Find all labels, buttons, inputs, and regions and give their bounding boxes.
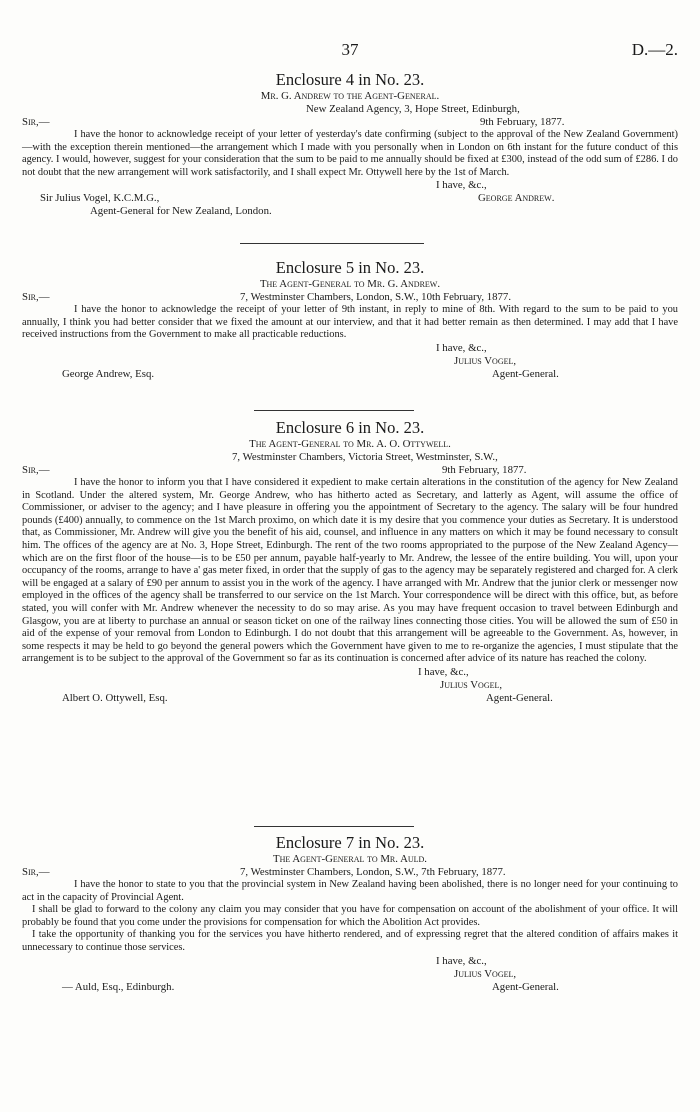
letter-body: I have the honor to acknowledge receipt of your letter of yesterday's date confirming (subject to the approval of the New Zealand Government)—with the exception therein mentioned—the arrangement which I made with you personally when in London on 6th instant for the future conduct of this agency. I would, however, suggest for your consideration that the sum to be paid to me annually should be fixed at £300, instead of the odd sum of £286. I do not doubt that the new arrangement will work satisfactorily, and I shall expect Mr. Ottywell here by the 1st of March. [22,129,678,178]
signature-line [22,968,678,981]
enclosure-6 [22,418,678,705]
address-line [22,103,678,116]
salutation-address-line [22,291,678,304]
salutation: Sir,— [22,116,50,128]
recipient: George Andrew, Esq. [62,367,155,380]
enclosure-subheading: Mr. G. Andrew to the Agent-General. [260,90,440,102]
signature-title: Agent-General. [492,980,559,993]
enclosure-subheading: The Agent-General to Mr. Auld. [272,853,428,865]
salutation: Sir,— [22,866,50,878]
signature-title: Agent-General. [492,367,559,380]
signature: George Andrew. [478,192,555,205]
signature-line [22,679,678,692]
recipient: Sir Julius Vogel, K.C.M.G., [40,192,160,205]
enclosure-heading: Enclosure 7 in No. 23. [275,833,425,852]
section-divider [254,410,414,411]
signature: Julius Vogel, [454,354,517,367]
closing-line [22,666,678,679]
letter-body-paragraph: I have the honor to state to you that the provincial system in New Zealand having been abolished, there is no longer need for your continuing to act in the capacity of Provincial Agent. [22,879,678,903]
signature-line [22,355,678,368]
recipient-signature-line [22,192,678,205]
letter-address: 7, Westminster Chambers, Victoria Street, Westminster, S.W., [232,451,498,463]
signature: Julius Vogel, [454,967,517,980]
closing: I have, &c., [436,341,487,354]
recipient: — Auld, Esq., Edinburgh. [62,980,175,993]
enclosure-heading: Enclosure 6 in No. 23. [275,418,425,437]
recipient-title: Agent-General for New Zealand, London. [90,205,272,218]
letter-body: I have the honor to inform you that I have considered it expedient to make certain alterations in the constitution of the agency for New Zealand in Scotland. Under the altered system, Mr. George Andrew, who has hitherto acted as Secretary, and latterly as Agent, will assume the office of Commissioner, or adviser to the agency; and I have pleasure in offering you the appointment of Secretary to the agency. The salary will be four hundred pounds (£400) annually, to commence on the 1st March proximo, on which date it is my desire that you commence your duties as Secretary. It is understood that, as Commissioner, Mr. Andrew will give you the benefit of his aid, counsel, and influence in any matters on which it may be found necessary to consult him. The offices of the agency are at No. 3, Hope Street, Edinburgh. The rent of the two rooms appropriated to the purpose of the New Zealand Agency—which are on the first floor of the house—is to be £50 per annum, payable half-yearly to Mr. Andrew, the lessee of the entire building. You will, upon your occupancy of the rooms, arrange to have a' gas meter fixed, in order that the supply of gas to the agency may be separately registered and charged for. A clerk will be engaged at a salary of £90 per annum to assist you in the work of the agency. I have arranged with Mr. Andrew that the junior clerk or messenger now employed in the offices of the agency shall be transferred to our service on the 1st March. Your correspondence will be direct with this office, but, as before stated, you will confer with Mr. Andrew whenever the necessity to do so may arise. As you may have frequent occasion to travel between Edinburgh and Glasgow, you are at liberty to purchase an annual or season ticket on one of the railway lines connecting those cities. You will be allowed the sum of £50 in aid of the expense of your removal from London to Edinburgh. I do not doubt that this arrangement will be agreeable to the Government. As, however, in some respects it may be held to go beyond the general powers which the Government have given to me to re-organize the agencies, I must stipulate that the arrangement is to be subject to the approval of the Government so far as its continuation is concerned after advice of its nature has reached the colony. [22,477,678,665]
signature-title: Agent-General. [486,691,553,704]
recipient-title-line [22,205,678,218]
letter-date: 9th February, 1877. [480,116,565,128]
section-divider [254,826,414,827]
address-line [22,451,678,464]
recipient-signature-title-line [22,981,678,994]
section-divider [240,243,424,244]
recipient-signature-title-line [22,368,678,381]
letter-address: New Zealand Agency, 3, Hope Street, Edinburgh, [306,103,520,115]
recipient-signature-title-line [22,692,678,705]
enclosure-subheading: The Agent-General to Mr. G. Andrew. [259,278,441,290]
enclosure-subheading: The Agent-General to Mr. A. O. Ottywell. [249,438,451,450]
closing-line [22,342,678,355]
salutation: Sir,— [22,464,50,476]
enclosure-5 [22,258,678,381]
recipient: Albert O. Ottywell, Esq. [62,691,168,704]
paper-reference: D.—2. [631,40,678,59]
closing: I have, &c., [418,665,469,678]
salutation-address-line [22,866,678,879]
closing-line [22,955,678,968]
salutation: Sir,— [22,291,50,303]
letter-address-date: 7, Westminster Chambers, London, S.W., 10th February, 1877. [240,291,512,303]
page-header [22,40,678,60]
letter-body-paragraph: I shall be glad to forward to the colony any claim you may consider that you have for compensation on account of the abolishment of your office. It will probably be found that you come under the provisions for compensation for which the Abolition Act provides. [22,904,678,928]
salutation-date-line [22,464,678,477]
enclosure-4 [22,70,678,218]
enclosure-heading: Enclosure 5 in No. 23. [275,258,425,277]
letter-address-date: 7, Westminster Chambers, London, S.W., 7th February, 1877. [240,866,506,878]
enclosure-heading: Enclosure 4 in No. 23. [275,70,425,89]
letter-body-paragraph: I take the opportunity of thanking you for the services you have hitherto rendered, and of expressing regret that the altered condition of affairs makes it unnecessary to continue those services. [22,929,678,953]
letter-date: 9th February, 1877. [442,464,527,476]
signature: Julius Vogel, [440,678,503,691]
closing: I have, &c., [436,179,487,192]
enclosure-7 [22,833,678,994]
page-number: 37 [341,40,359,59]
salutation-date-line [22,116,678,129]
closing: I have, &c., [436,954,487,967]
closing-line [22,179,678,192]
letter-body: I have the honor to acknowledge the receipt of your letter of 9th instant, in reply to mine of 8th. With regard to the sum to be paid to you annually, I think you had better consider that we fixed the amount at our interview, and that it had better remain as then determined. I may add that I have received instructions from the Government to make all practicable reductions. [22,304,678,341]
